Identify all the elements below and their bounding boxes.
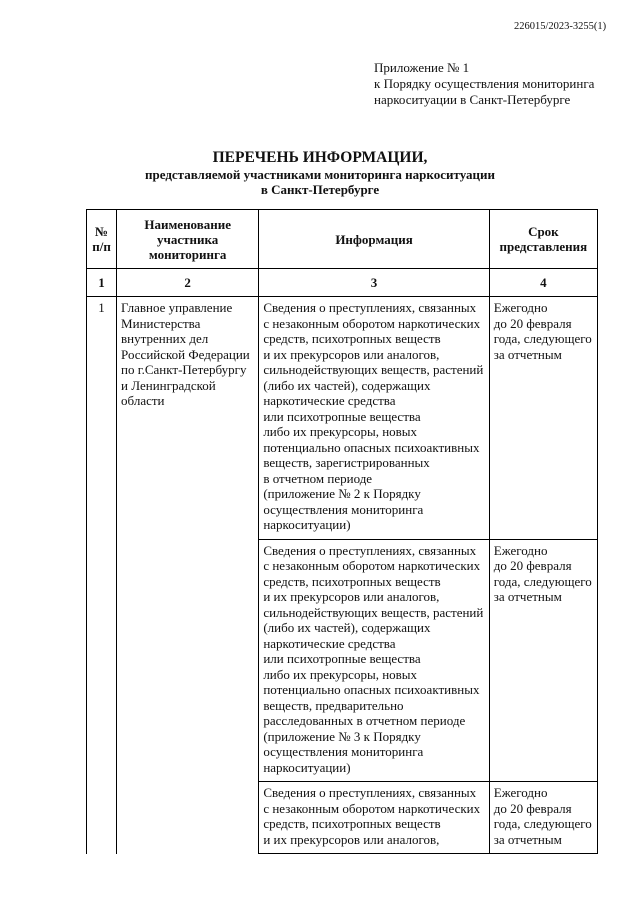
- appendix-line: к Порядку осуществления мониторинга: [374, 76, 595, 91]
- cell-info-line: или психотропные вещества: [263, 651, 421, 666]
- cell-info-line: сильнодействующих веществ, растений: [263, 362, 484, 377]
- cell-term: [489, 782, 597, 854]
- cell-info-line: осуществления мониторинга: [263, 744, 424, 759]
- cell-info-line: расследованных в отчетном периоде: [263, 713, 466, 728]
- cell-participant-line: Российской Федерации: [121, 346, 250, 362]
- header-line: мониторинга: [148, 246, 227, 262]
- cell-term-line: до 20 февраля: [493, 315, 572, 331]
- header-line: п/п: [92, 239, 111, 254]
- cell-info-line: либо их прекурсоры, новых: [263, 666, 418, 682]
- cell-info-line: средств, психотропных веществ: [263, 573, 441, 589]
- column-number: 2: [117, 269, 259, 297]
- cell-info-line: потенциально опасных психоактивных: [263, 439, 480, 455]
- info-table: [86, 209, 598, 854]
- appendix-line: Приложение № 1: [374, 60, 470, 75]
- cell-participant-line: Министерства: [121, 315, 201, 331]
- table-header-row: [87, 210, 598, 269]
- header-line: Информация: [335, 231, 413, 247]
- cell-participant-line: внутренних дел: [121, 331, 209, 346]
- title-line: в Санкт-Петербурге: [260, 182, 380, 197]
- cell-info-line: и их прекурсоров или аналогов,: [263, 831, 440, 847]
- cell-info-line: потенциально опасных психоактивных: [263, 682, 480, 697]
- header-line: №: [94, 224, 109, 239]
- cell-number: [87, 539, 117, 782]
- cell-number: 1: [87, 297, 117, 540]
- cell-participant: [117, 297, 259, 540]
- cell-info-line: веществ, зарегистрированных: [263, 455, 430, 470]
- header-line: представления: [499, 239, 588, 254]
- title-line: ПЕРЕЧЕНЬ ИНФОРМАЦИИ,: [212, 149, 428, 166]
- cell-info-line: с незаконным оборотом наркотических: [263, 315, 481, 331]
- column-number: 1: [87, 269, 117, 297]
- cell-info-line: (либо их частей), содержащих: [263, 377, 431, 393]
- cell-term-line: года, следующего: [493, 331, 592, 346]
- header-participant: [117, 210, 259, 269]
- cell-participant: [117, 539, 259, 782]
- cell-info: [259, 782, 489, 854]
- column-number: 4: [489, 269, 597, 297]
- header-line: Срок: [528, 224, 559, 239]
- cell-info-line: (либо их частей), содержащих: [263, 620, 431, 635]
- cell-info: [259, 539, 489, 782]
- cell-term-line: за отчетным: [493, 346, 562, 362]
- header-number: [87, 210, 117, 269]
- cell-info-line: Сведения о преступлениях, связанных: [263, 300, 477, 315]
- cell-term-line: года, следующего: [493, 816, 592, 831]
- column-number-row: [87, 269, 598, 297]
- cell-info-line: средств, психотропных веществ: [263, 816, 441, 831]
- cell-info-line: (приложение № 3 к Порядку: [263, 728, 421, 744]
- cell-info-line: наркоситуации): [263, 517, 351, 532]
- cell-info-line: наркоситуации): [263, 759, 351, 775]
- header-term: [489, 210, 597, 269]
- cell-number: [87, 782, 117, 854]
- cell-participant-line: и Ленинградской: [121, 377, 216, 393]
- cell-participant-line: области: [121, 393, 165, 408]
- cell-participant-line: Главное управление: [121, 300, 233, 315]
- cell-term: [489, 297, 597, 540]
- document-title: [0, 148, 640, 197]
- header-info: [259, 210, 489, 269]
- cell-participant: [117, 782, 259, 854]
- cell-participant-line: по г.Санкт-Петербургу: [121, 362, 247, 377]
- cell-info-line: сильнодействующих веществ, растений: [263, 604, 484, 620]
- cell-info-line: наркотические средства: [263, 635, 396, 651]
- header-line: участника: [157, 231, 219, 247]
- cell-term: [489, 539, 597, 782]
- cell-term-line: года, следующего: [493, 573, 592, 589]
- cell-info-line: в отчетном периоде: [263, 470, 373, 486]
- cell-info-line: веществ, предварительно: [263, 697, 404, 713]
- cell-term-line: Ежегодно: [493, 785, 548, 800]
- cell-term-line: за отчетным: [493, 831, 562, 847]
- cell-info-line: или психотропные вещества: [263, 408, 421, 424]
- cell-info-line: и их прекурсоров или аналогов,: [263, 346, 440, 362]
- appendix-line: наркоситуации в Санкт-Петербурге: [374, 92, 571, 107]
- cell-term-line: Ежегодно: [493, 300, 548, 315]
- table-row: [87, 297, 598, 540]
- appendix-note: [374, 60, 594, 108]
- cell-info-line: Сведения о преступлениях, связанных: [263, 542, 477, 558]
- title-line: представляемой участниками мониторинга наркоситуации: [145, 167, 495, 182]
- document-number: 226015/2023-3255(1): [514, 21, 607, 32]
- cell-info-line: либо их прекурсоры, новых: [263, 424, 418, 439]
- cell-info-line: с незаконным оборотом наркотических: [263, 558, 481, 573]
- cell-term-line: до 20 февраля: [493, 558, 572, 573]
- cell-info-line: наркотические средства: [263, 393, 396, 408]
- header-line: Наименование: [144, 216, 232, 232]
- cell-term-line: Ежегодно: [493, 542, 548, 558]
- cell-info-line: Сведения о преступлениях, связанных: [263, 785, 477, 800]
- cell-info-line: (приложение № 2 к Порядку: [263, 486, 421, 501]
- cell-info-line: осуществления мониторинга: [263, 501, 424, 517]
- cell-term-line: за отчетным: [493, 589, 562, 604]
- table-row: [87, 782, 598, 854]
- cell-term-line: до 20 февраля: [493, 800, 572, 816]
- cell-info-line: средств, психотропных веществ: [263, 331, 441, 346]
- cell-info-line: и их прекурсоров или аналогов,: [263, 589, 440, 604]
- cell-info-line: с незаконным оборотом наркотических: [263, 800, 481, 816]
- table-row: [87, 539, 598, 782]
- column-number: 3: [259, 269, 489, 297]
- cell-info: [259, 297, 489, 540]
- table-body: [87, 297, 598, 854]
